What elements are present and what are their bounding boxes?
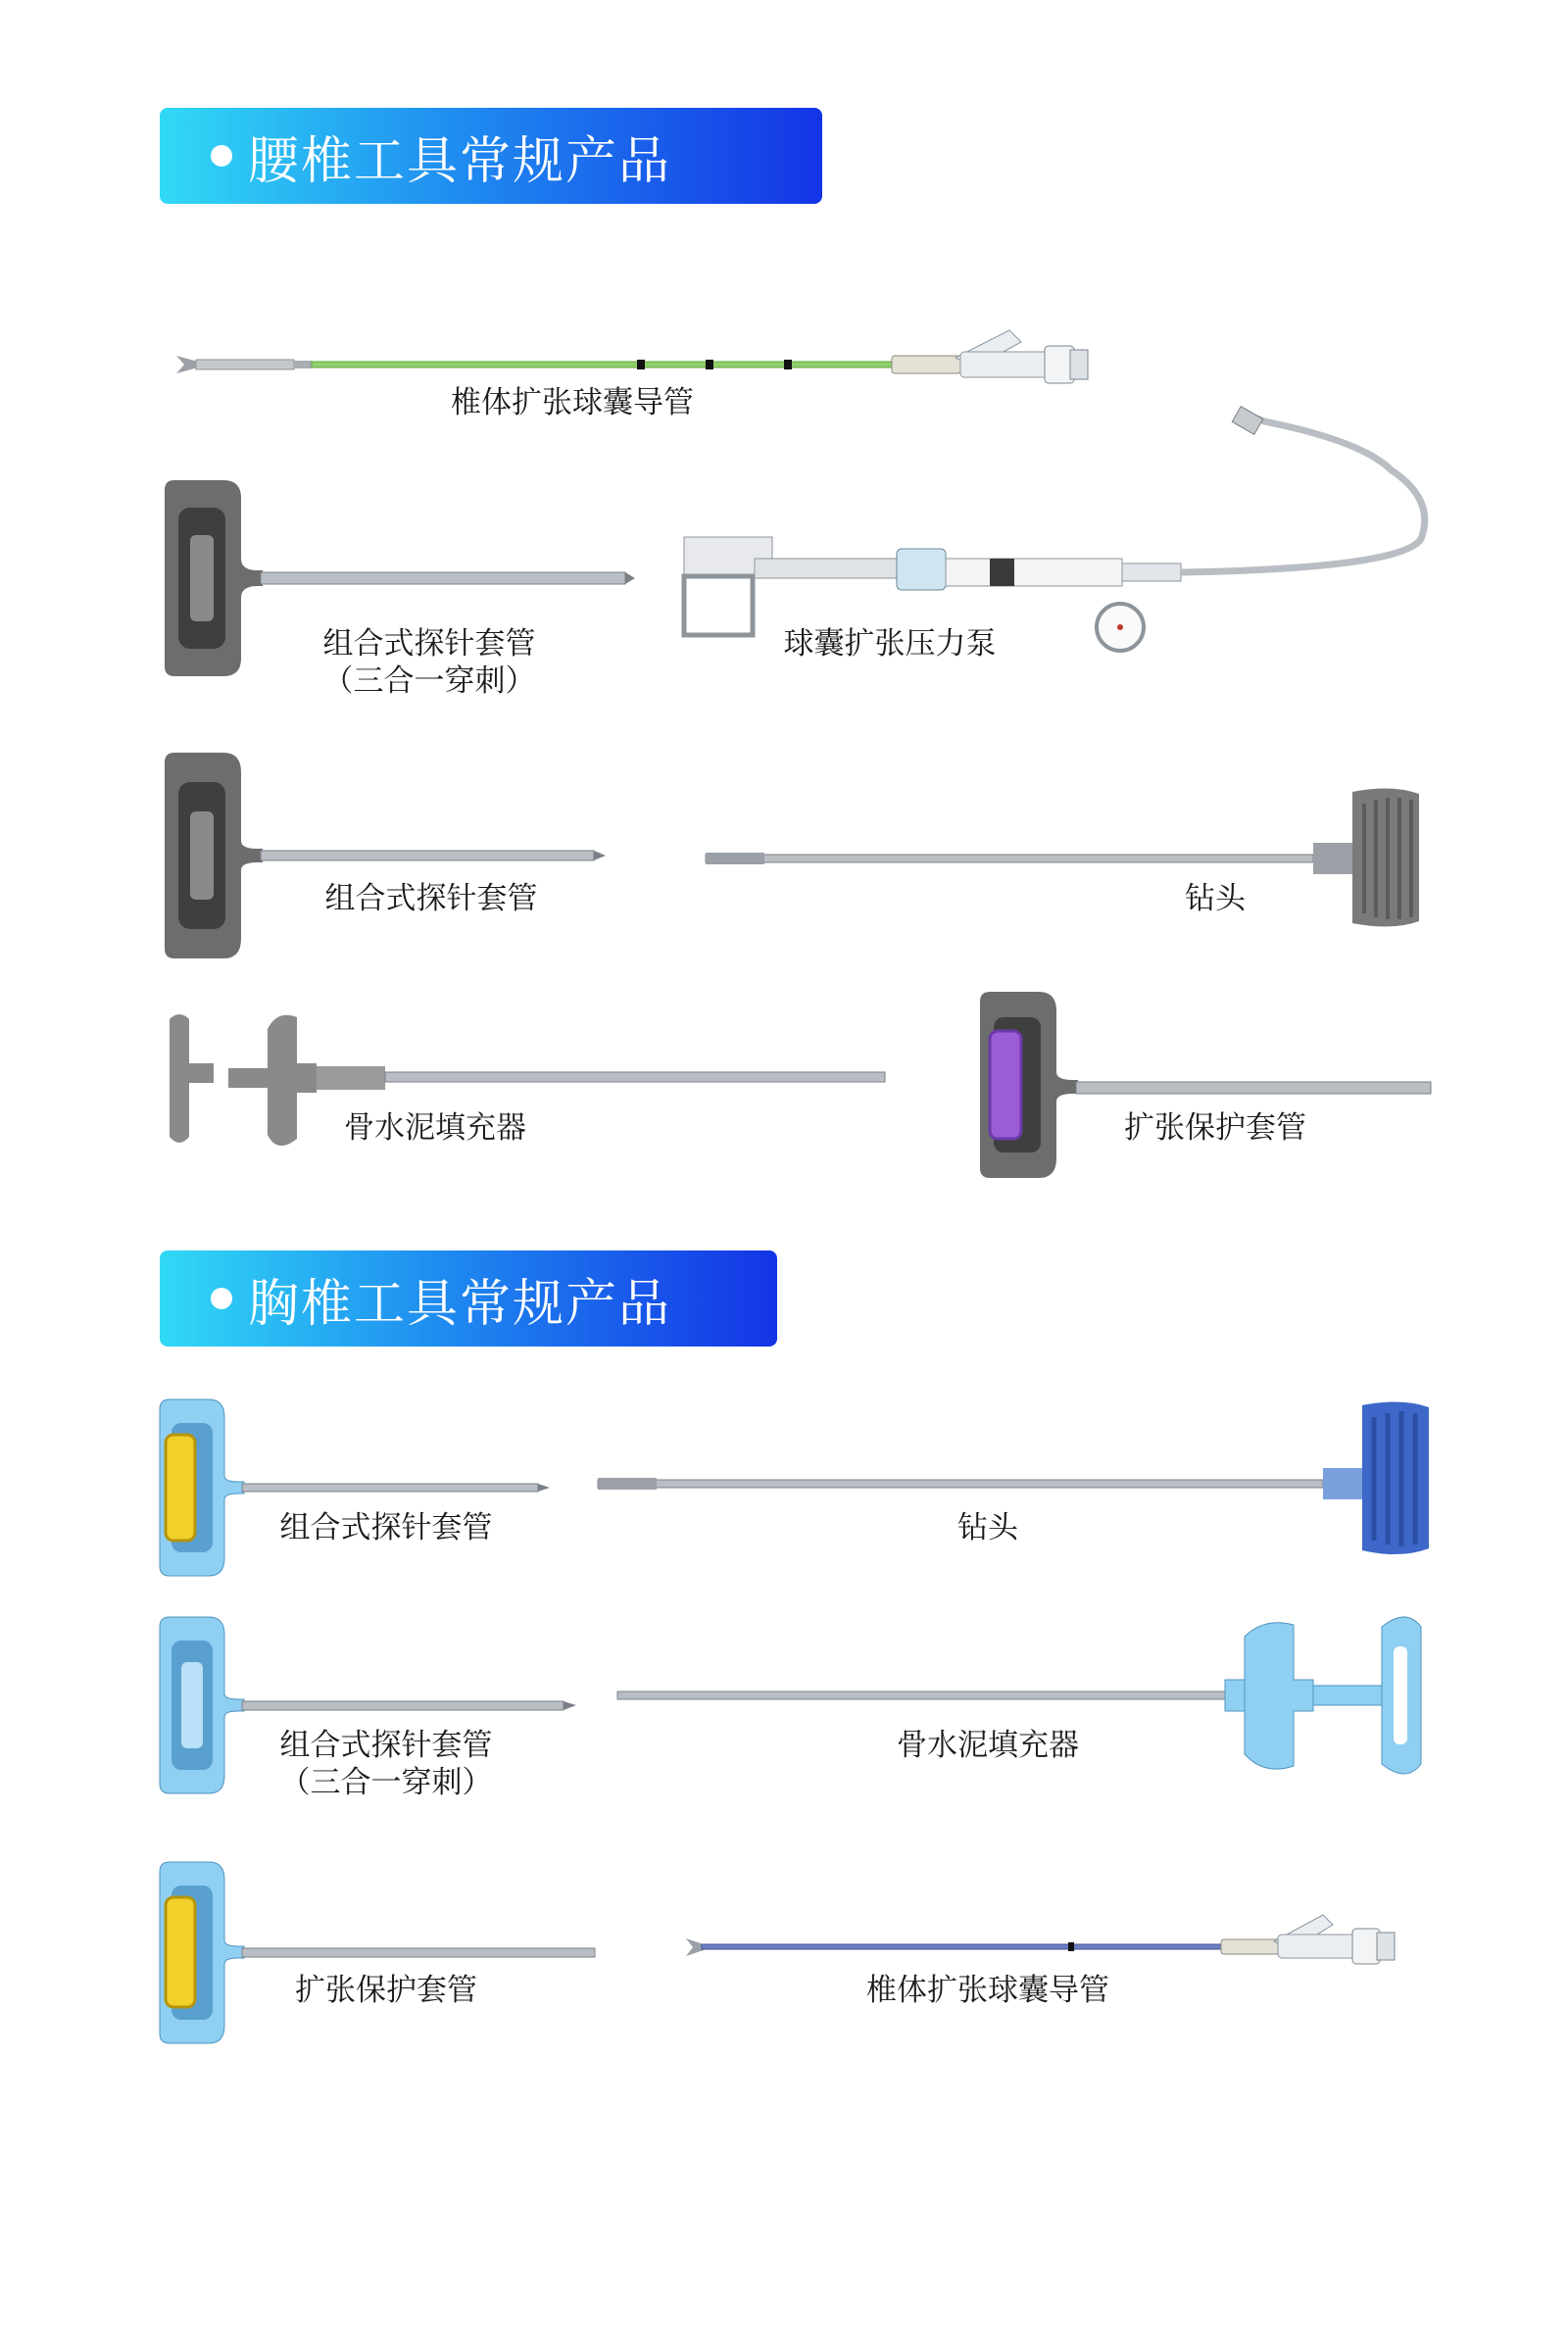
caption-cement-filler-thoracic: 骨水泥填充器 — [897, 1728, 1079, 1763]
caption-dilation-cannula-thoracic: 扩张保护套管 — [295, 1973, 477, 2008]
caption-cement-filler-lumbar: 骨水泥填充器 — [344, 1110, 526, 1146]
product-drill-bit-lumbar — [706, 784, 1421, 931]
caption-sub: （三合一穿刺） — [279, 1765, 493, 1800]
product-pressure-pump — [676, 412, 1441, 647]
probe-cannula-image — [165, 753, 606, 958]
caption-name: 组合式探针套管 — [279, 1728, 493, 1763]
caption-balloon-catheter-thoracic: 椎体扩张球囊导管 — [866, 1973, 1109, 2008]
caption-balloon-catheter-lumbar: 椎体扩张球囊导管 — [451, 385, 694, 420]
section-title-lumbar: 腰椎工具常规产品 — [248, 131, 672, 191]
caption-drill-bit-thoracic: 钻头 — [957, 1510, 1018, 1545]
pressure-pump-image — [676, 412, 1441, 647]
section-title-thoracic: 胸椎工具常规产品 — [248, 1274, 672, 1334]
dilation-cannula-image — [160, 1862, 606, 2043]
product-dilation-cannula-lumbar — [980, 992, 1441, 1178]
product-probe-cannula-thoracic — [160, 1399, 552, 1576]
caption-pressure-pump: 球囊扩张压力泵 — [783, 626, 997, 662]
product-balloon-catheter-thoracic — [686, 1911, 1411, 1980]
caption-dilation-cannula-lumbar: 扩张保护套管 — [1124, 1110, 1306, 1146]
probe-cannula-image — [160, 1399, 552, 1576]
caption-probe-cannula-3in1-thoracic — [280, 1727, 493, 1801]
product-probe-cannula-lumbar — [165, 753, 606, 958]
bullet-dot — [211, 145, 232, 167]
caption-probe-cannula-lumbar: 组合式探针套管 — [324, 881, 538, 916]
section-banner-thoracic — [160, 1250, 777, 1347]
caption-drill-bit-lumbar: 钻头 — [1185, 881, 1246, 916]
caption-sub: （三合一穿刺） — [322, 663, 536, 699]
caption-name: 组合式探针套管 — [322, 626, 536, 662]
bullet-dot — [211, 1288, 232, 1309]
drill-bit-image — [706, 784, 1421, 931]
dilation-cannula-image — [980, 992, 1441, 1178]
balloon-catheter-image — [686, 1911, 1411, 1980]
caption-probe-cannula-thoracic: 组合式探针套管 — [279, 1510, 493, 1545]
caption-probe-cannula-3in1-lumbar — [323, 625, 536, 700]
product-dilation-cannula-thoracic — [160, 1862, 606, 2043]
section-banner-lumbar — [160, 108, 822, 204]
